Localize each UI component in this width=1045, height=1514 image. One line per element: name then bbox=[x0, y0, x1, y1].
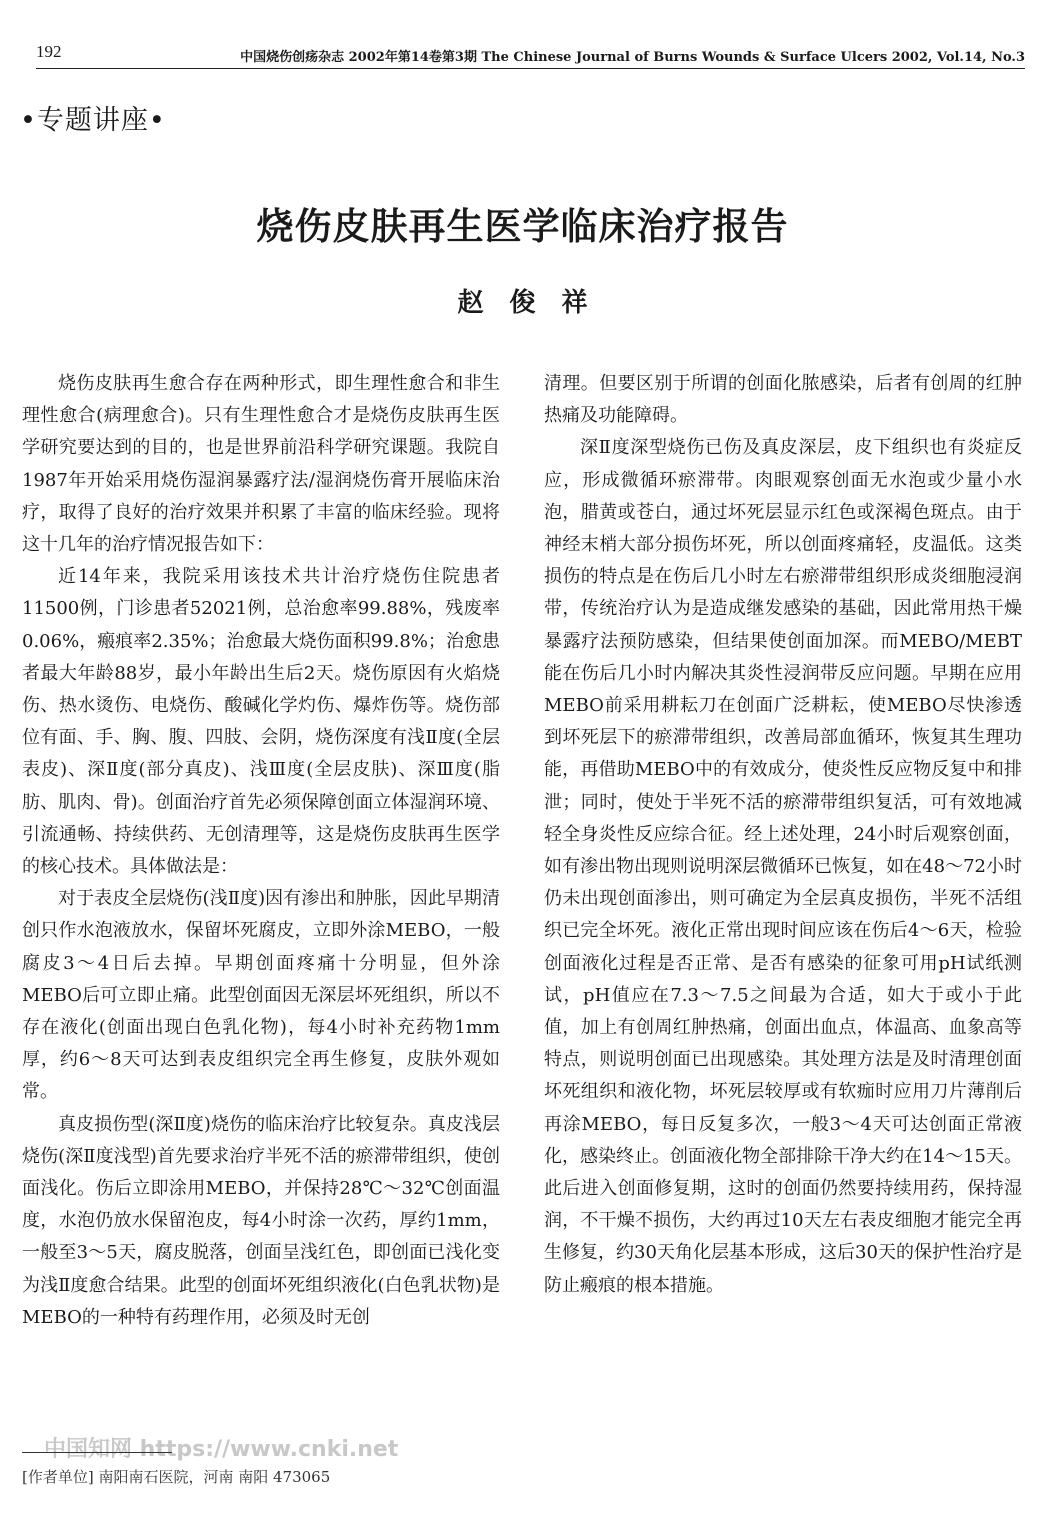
article-author: 赵俊祥 bbox=[457, 288, 614, 318]
running-header bbox=[36, 38, 1025, 69]
article-title: 烧伤皮肤再生医学临床治疗报告 bbox=[256, 205, 789, 248]
left-column bbox=[22, 368, 500, 1334]
author-affiliation-footnote: [作者单位] 南阳南石医院，河南 南阳 473065 bbox=[22, 1468, 331, 1486]
paragraph: 深Ⅱ度深型烧伤已伤及真皮深层，皮下组织也有炎症反应，形成微循环瘀滞带。肉眼观察创面无水泡或少量小水泡，腊黄或苍白，通过坏死层显示红色或深褐色斑点。由于神经末梢大部分损伤坏死，所以创面疼痛轻，皮温低。这类损伤的特点是在伤后几小时左右瘀滞带组织形成炎细胞浸润带，传统治疗认为是造成继发感染的基础，因此常用热干燥暴露疗法预防感染，但结果使创面加深。而MEBO/MEBT能在伤后几小时内解决其炎性浸润带反应问题。早期在应用MEBO前采用耕耘刀在创面广泛耕耘，使MEBO尽快渗透到坏死层下的瘀滞带组织，改善局部血循环，恢复其生理功能，再借助MEBO中的有效成分，使炎性反应物反复中和排泄；同时，使处于半死不活的瘀滞带组织复活，可有效地减轻全身炎性反应综合征。经上述处理，24小时后观察创面，如有渗出物出现则说明深层微循环已恢复，如在48～72小时仍未出现创面渗出，则可确定为全层真皮损伤，半死不活组织已完全坏死。液化正常出现时间应该在伤后4～6天，检验创面液化过程是否正常、是否有感染的征象可用pH试纸测试，pH值应在7.3～7.5之间最为合适，如大于或小于此值，加上有创周红肿热痛，创面出血点，体温高、血象高等特点，则说明创面已出现感染。其处理方法是及时清理创面坏死组织和液化物，坏死层较厚或有软痂时应用刀片薄削后再涂MEBO，每日反复多次，一般3～4天可达创面正常液化，感染终止。创面液化物全部排除干净大约在14～15天。此后进入创面修复期，这时的创面仍然要持续用药，保持湿润，不干燥不损伤，大约再过10天左右表皮细胞才能完全再生修复，约30天角化层基本形成，这后30天的保护性治疗是防止瘢痕的根本措施。 bbox=[544, 437, 1022, 1296]
watermark: 中国知网 https://www.cnki.net bbox=[44, 1437, 399, 1462]
journal-citation: 中国烧伤创疡杂志 2002年第14卷第3期 The Chinese Journal of Burns Wounds & Surface Ulcers 2002, Vol.14, No.3 bbox=[240, 50, 1025, 65]
paragraph-continued: 清理。但要区别于所谓的创面化脓感染，后者有创周的红肿热痛及功能障碍。 bbox=[544, 373, 1022, 427]
paragraph: 近14年来，我院采用该技术共计治疗烧伤住院患者11500例，门诊患者52021例，总治愈率99.88%，残废率0.06%，瘢痕率2.35%；治愈最大烧伤面积99.8%；治愈患者最大年龄88岁，最小年龄出生后2天。烧伤原因有火焰烧伤、热水烫伤、电烧伤、酸碱化学灼伤、爆炸伤等。烧伤部位有面、手、胸、腹、四肢、会阴，烧伤深度有浅Ⅱ度(全层表皮)、深Ⅱ度(部分真皮)、浅Ⅲ度(全层皮肤)、深Ⅲ度(脂肪、肌肉、骨)。创面治疗首先必须保障创面立体湿润环境、引流通畅、持续供药、无创清理等，这是烧伤皮肤再生医学的核心技术。具体做法是： bbox=[22, 566, 500, 878]
paragraph: 对于表皮全层烧伤(浅Ⅱ度)因有渗出和肿胀，因此早期清创只作水泡液放水，保留坏死腐皮，立即外涂MEBO，一般腐皮3～4日后去掉。早期创面疼痛十分明显，但外涂MEBO后可立即止痛。此型创面因无深层坏死组织，所以不存在液化(创面出现白色乳化物)，每4小时补充药物1mm厚，约6～8天可达到表皮组织完全再生修复，皮肤外观如常。 bbox=[22, 888, 500, 1103]
paragraph: 烧伤皮肤再生愈合存在两种形式，即生理性愈合和非生理性愈合(病理愈合)。只有生理性愈合才是烧伤皮肤再生医学研究要达到的目的，也是世界前沿科学研究课题。我院自1987年开始采用烧伤湿润暴露疗法/湿润烧伤膏开展临床治疗，取得了良好的治疗效果并积累了丰富的临床经验。现将这十几年的治疗情况报告如下： bbox=[22, 373, 500, 556]
footnote-divider bbox=[22, 1452, 172, 1453]
paragraph: 真皮损伤型(深Ⅱ度)烧伤的临床治疗比较复杂。真皮浅层烧伤(深Ⅱ度浅型)首先要求治疗半死不活的瘀滞带组织，使创面浅化。伤后立即涂用MEBO，并保持28℃～32℃创面温度，水泡仍放水保留泡皮，每4小时涂一次药，厚约1mm，一般至3～5天，腐皮脱落，创面呈浅红色，即创面已浅化变为浅Ⅱ度愈合结果。此型的创面坏死组织液化(白色乳状物)是MEBO的一种特有药理作用，必须及时无创 bbox=[22, 1113, 500, 1328]
section-label: •专题讲座• bbox=[20, 105, 166, 136]
page-number: 192 bbox=[36, 42, 62, 61]
right-column bbox=[544, 368, 1022, 1302]
